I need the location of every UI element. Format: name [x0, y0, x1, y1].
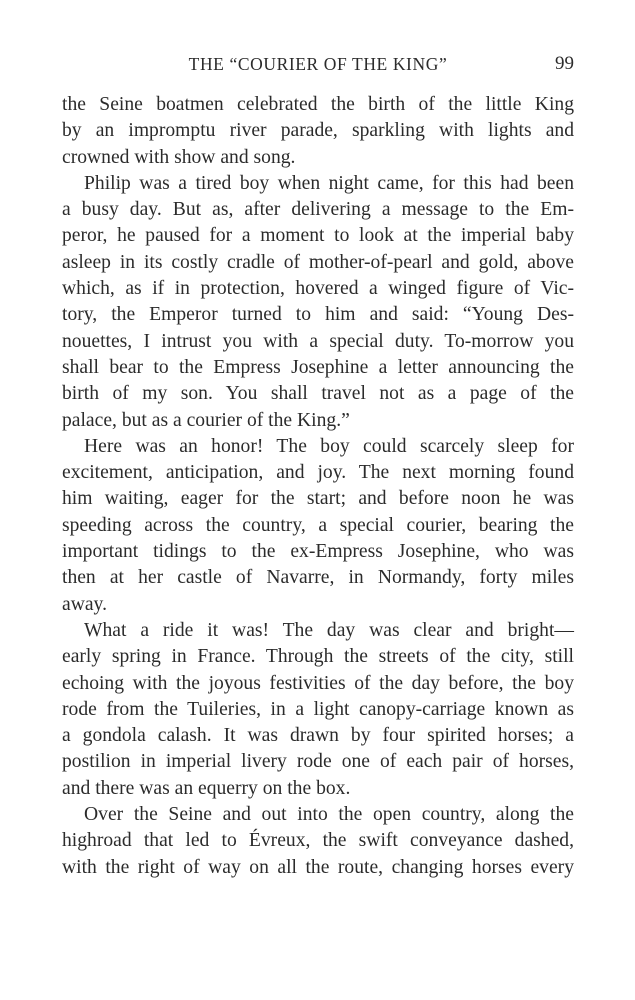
- paragraph: [62, 802, 574, 881]
- text-line: Philip was a tired boy when night came, for this had been: [84, 172, 574, 194]
- running-head: THE “COURIER OF THE KING”: [188, 54, 448, 74]
- paragraph: [62, 92, 574, 171]
- text-line: speeding across the country, a special courier, bearing the: [62, 514, 574, 536]
- text-line: Over the Seine and out into the open country, along the: [84, 804, 574, 826]
- text-line: the Seine boatmen celebrated the birth of the little King: [62, 94, 574, 115]
- text-line: which, as if in protection, hovered a winged figure of Vic-: [62, 278, 574, 300]
- page-header: [62, 50, 574, 78]
- text-line: tory, the Emperor turned to him and said: “Young Des-: [62, 304, 574, 326]
- text-line: with the right of way on all the route, changing horses every: [62, 856, 574, 878]
- text-line: rode from the Tuileries, in a light canopy-carriage known as: [62, 698, 574, 720]
- text-line: important tidings to the ex-Empress Josephine, who was: [62, 541, 574, 563]
- paragraph: [62, 434, 574, 618]
- text-line: a gondola calash. It was drawn by four spirited horses; a: [62, 725, 574, 747]
- text-line: him waiting, eager for the start; and before noon he was: [62, 488, 574, 510]
- text-line: palace, but as a courier of the King.”: [62, 409, 350, 431]
- text-line: excitement, anticipation, and joy. The next morning found: [62, 462, 574, 484]
- paragraph: [62, 171, 574, 434]
- text-line: crowned with show and song.: [62, 146, 296, 168]
- text-line: What a ride it was! The day was clear and bright—: [84, 619, 574, 641]
- text-line: postilion in imperial livery rode one of each pair of horses,: [62, 751, 574, 773]
- text-line: shall bear to the Empress Josephine a letter announcing the: [62, 356, 574, 378]
- paragraph: [62, 618, 574, 802]
- text-line: a busy day. But as, after delivering a message to the Em-: [62, 199, 574, 221]
- text-line: birth of my son. You shall travel not as a page of the: [62, 383, 574, 405]
- text-line: nouettes, I intrust you with a special duty. To-morrow you: [62, 330, 574, 352]
- body-text: [62, 92, 574, 881]
- text-line: early spring in France. Through the streets of the city, still: [62, 646, 574, 668]
- text-line: and there was an equerry on the box.: [62, 777, 351, 799]
- text-line: Here was an honor! The boy could scarcely sleep for: [84, 435, 574, 457]
- text-line: then at her castle of Navarre, in Normandy, forty miles: [62, 567, 574, 589]
- text-line: away.: [62, 593, 107, 615]
- text-line: highroad that led to Évreux, the swift conveyance dashed,: [62, 830, 574, 852]
- text-line: peror, he paused for a moment to look at the imperial baby: [62, 225, 574, 247]
- text-line: by an impromptu river parade, sparkling with lights and: [62, 120, 574, 142]
- text-line: asleep in its costly cradle of mother-of-pearl and gold, above: [62, 251, 574, 273]
- page-number: 99: [555, 53, 574, 74]
- text-line: echoing with the joyous festivities of the day before, the boy: [62, 672, 574, 694]
